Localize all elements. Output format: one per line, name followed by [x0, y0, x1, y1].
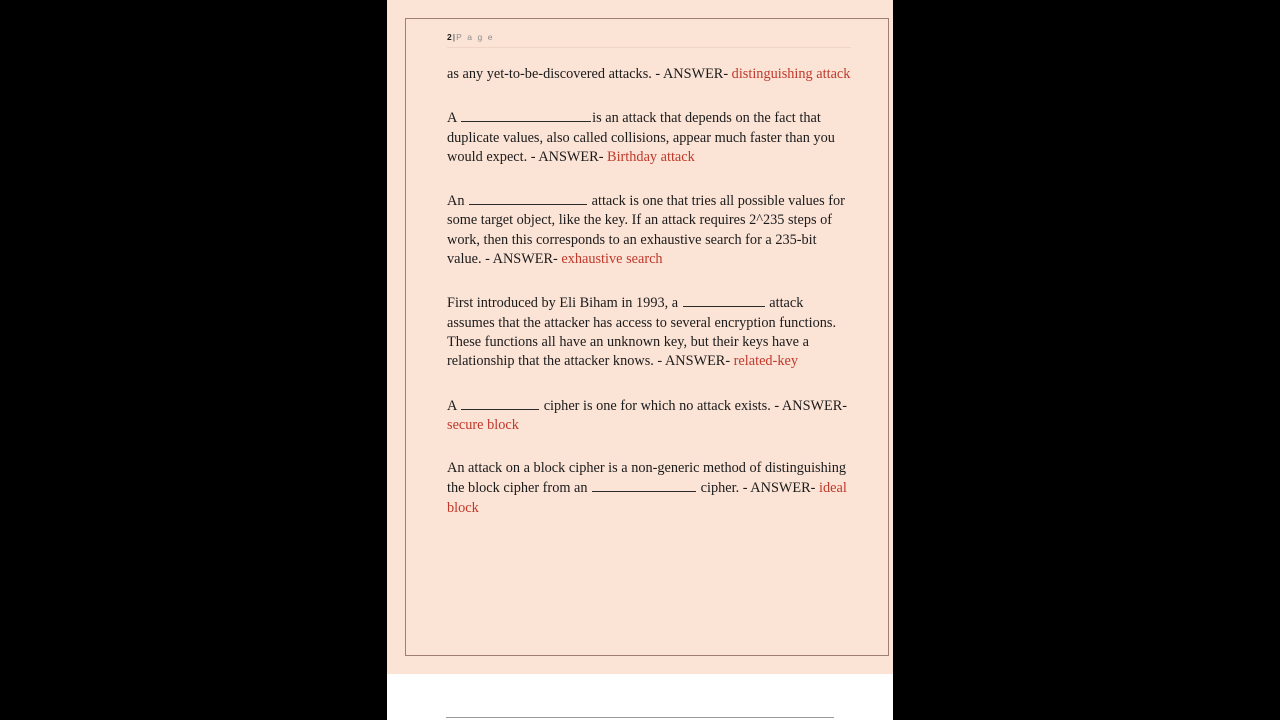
answer-marker: - ANSWER- — [742, 480, 820, 497]
question-lead-text: as any yet-to-be-discovered attacks. — [447, 66, 656, 82]
qa-block-secure-block — [447, 396, 851, 436]
page-sheet — [387, 0, 893, 674]
fill-in-blank — [683, 293, 765, 307]
question-prefix-text: A — [447, 110, 461, 127]
fill-in-blank — [461, 396, 539, 410]
letterbox-bar-left — [0, 0, 387, 720]
question-prefix-text: An attack on a block cipher is a non-generic method of distinguishing the block cipher from an — [447, 460, 847, 497]
next-page-top-rule — [446, 717, 834, 718]
page-number: 2 — [447, 32, 452, 42]
question-prefix-text: First introduced by Eli Biham in 1993, a — [447, 295, 682, 312]
question-suffix-text: is an attack that depends on the fact that duplicate values, also called collisions, appear much faster than you would expect. — [447, 110, 835, 165]
qa-block-distinguishing-attack — [447, 65, 851, 84]
answer-marker: - ANSWER- — [655, 66, 732, 82]
page-header-label: P a g e — [456, 32, 495, 42]
qa-block-related-key — [447, 293, 851, 371]
answer-text: exhaustive search — [561, 251, 663, 268]
answer-text: distinguishing attack — [731, 66, 851, 82]
page-header-separator: | — [452, 32, 456, 42]
fill-in-blank — [461, 108, 591, 122]
document-scroll-column[interactable] — [387, 0, 893, 720]
inter-page-gap — [387, 674, 893, 720]
answer-text: secure block — [447, 416, 519, 433]
answer-marker: - ANSWER- — [774, 397, 848, 414]
question-suffix-text: attack is one that tries all possible values for some target object, like the key. If an attack requires 2^235 steps of work, then this corresponds to an exhaustive search for a 235-bit value. — [447, 193, 845, 268]
answer-text: related-key — [733, 353, 798, 370]
page-header — [447, 31, 851, 48]
page-content-area — [447, 31, 851, 518]
page-body-text — [447, 65, 851, 518]
fill-in-blank — [592, 478, 696, 492]
answer-text: ideal block — [447, 480, 847, 516]
answer-marker: - ANSWER- — [530, 148, 608, 165]
question-suffix-text: cipher is one for which no attack exists. — [540, 397, 775, 414]
question-suffix-text: cipher. — [697, 480, 743, 497]
answer-marker: - ANSWER- — [485, 251, 562, 268]
qa-block-ideal-block — [447, 459, 851, 518]
question-prefix-text: A — [447, 397, 461, 414]
page-border-frame — [405, 18, 889, 656]
answer-marker: - ANSWER- — [657, 353, 734, 370]
question-prefix-text: An — [447, 193, 469, 210]
letterbox-bar-right — [893, 0, 1280, 720]
question-suffix-text: attack assumes that the attacker has access to several encryption functions. These functions all have an unknown key, but their keys have a relationship that the attacker knows. — [447, 295, 837, 370]
qa-block-exhaustive-search — [447, 191, 851, 269]
answer-text: Birthday attack — [607, 148, 695, 165]
fill-in-blank — [469, 191, 587, 205]
qa-block-birthday-attack — [447, 108, 851, 167]
